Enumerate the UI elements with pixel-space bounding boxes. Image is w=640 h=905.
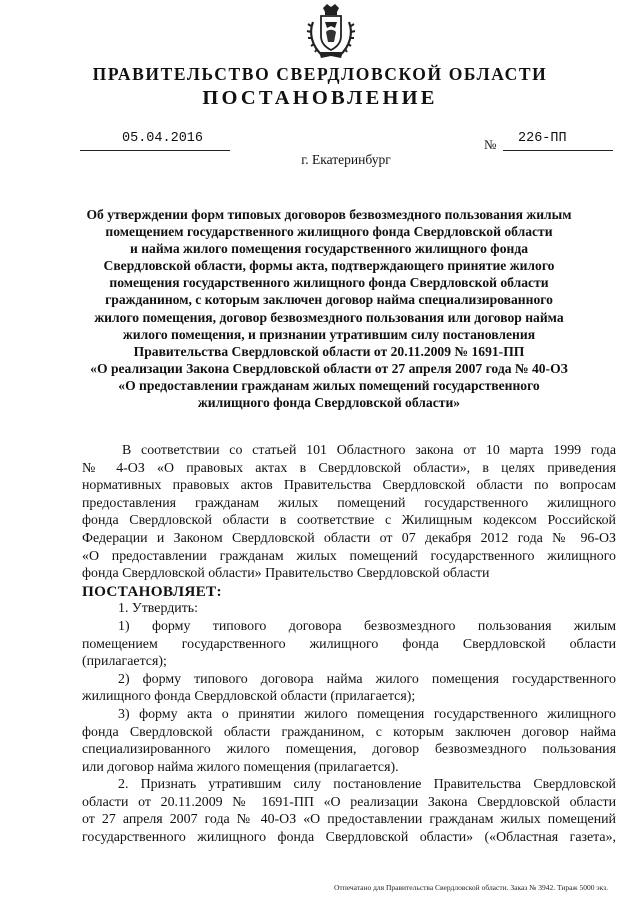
document-type: ПОСТАНОВЛЕНИЕ bbox=[202, 87, 438, 109]
heading-line: «О предоставлении гражданам жилых помещений государственного bbox=[118, 377, 540, 393]
preamble-line: Федерации и Законом Свердловской области от 07 декабря 2012 года № 96-ОЗ bbox=[82, 530, 616, 546]
preamble-line: фонда Свердловской области в соответствие с Жилищным кодексом Российской bbox=[82, 513, 616, 529]
item-1-3-line: специализированного жилого помещения, договор безвозмездного пользования bbox=[82, 742, 616, 758]
heading-line: гражданином, с которым заключен договор найма специализированного bbox=[105, 292, 553, 308]
document-date: 05.04.2016 bbox=[122, 131, 204, 146]
government-title: ПРАВИТЕЛЬСТВО СВЕРДЛОВСКОЙ ОБЛАСТИ bbox=[92, 64, 548, 84]
item-2-line: от 27 апреля 2007 года № 40-ОЗ «О предоставлении гражданам жилых помещений bbox=[82, 812, 616, 828]
number-sign: № bbox=[484, 137, 497, 152]
document-number: 226-ПП bbox=[518, 131, 567, 146]
document-heading bbox=[60, 206, 598, 411]
item-1-3-line: фонда Свердловской области гражданином, с которым заключен договор найма bbox=[82, 724, 616, 740]
item-1-1-line: (прилагается); bbox=[82, 654, 167, 670]
preamble-line: № 4-ОЗ «О правовых актах в Свердловской области», в целях приведения bbox=[82, 460, 616, 476]
preamble-line: «О предоставлении гражданам жилых помещений государственного жилищного bbox=[82, 548, 616, 564]
heading-line: жилого помещения, и признании утратившим силу постановления bbox=[122, 326, 536, 342]
item-1-title: 1. Утвердить: bbox=[118, 601, 198, 617]
heading-line: жилищного фонда Свердловской области» bbox=[197, 395, 461, 411]
item-2-line: области от 20.11.2009 № 1691-ПП «О реализации Закона Свердловской области bbox=[82, 794, 616, 810]
print-footer: Отпечатано для Правительства Свердловской области. Заказ № 3942. Тираж 5000 экз. bbox=[334, 883, 608, 892]
document-body bbox=[82, 442, 616, 847]
preamble-line: В соответствии со статьей 101 Областного закона от 10 марта 1999 года bbox=[122, 443, 616, 458]
resolves-keyword: ПОСТАНОВЛЯЕТ: bbox=[82, 582, 222, 600]
heading-line: и найма жилого помещения государственного жилищного фонда bbox=[129, 241, 528, 257]
item-1-2-line: 2) форму типового договора найма жилого помещения государственного bbox=[118, 671, 616, 687]
item-1-2-line: жилищного фонда Свердловской области (прилагается); bbox=[82, 689, 416, 705]
coat-of-arms-emblem bbox=[301, 2, 361, 62]
item-2-line: государственного жилищного фонда Свердловской области» («Областная газета», bbox=[82, 830, 616, 846]
preamble-line: нормативных правовых актов Правительства Свердловской области по вопросам bbox=[82, 478, 616, 494]
item-1-3-line: 3) форму акта о принятии жилого помещения государственного жилищного bbox=[118, 706, 616, 722]
heading-line: помещением государственного жилищного фонда Свердловской области bbox=[105, 224, 553, 240]
heading-line: помещения государственного жилищного фонда Свердловской области bbox=[109, 275, 549, 291]
preamble-line: фонда Свердловской области» Правительство Свердловской области bbox=[82, 566, 490, 582]
preamble-line: предоставления гражданам жилых помещений государственного жилищного bbox=[82, 495, 616, 511]
item-1-1-line: помещением государственного жилищного фонда Свердловской области bbox=[82, 636, 616, 652]
heading-line: Свердловской области, формы акта, подтверждающего принятие жилого bbox=[103, 258, 555, 274]
item-1-1-line: 1) форму типового договора безвозмездного пользования жилым bbox=[118, 618, 616, 634]
heading-line: «О реализации Закона Свердловской области от 27 апреля 2007 года № 40-ОЗ bbox=[90, 360, 568, 376]
heading-line: Об утверждении форм типовых договоров безвозмездного пользования жилым bbox=[86, 207, 572, 222]
city: г. Екатеринбург bbox=[301, 152, 391, 167]
heading-line: жилого помещения, договор безвозмездного пользования или договор найма bbox=[94, 309, 564, 325]
item-2-line: 2. Признать утратившим силу постановление Правительства Свердловской bbox=[118, 777, 616, 793]
heading-line: Правительства Свердловской области от 20.11.2009 № 1691-ПП bbox=[133, 343, 525, 359]
item-1-3-line: или договор найма жилого помещения (прилагается). bbox=[82, 759, 399, 775]
